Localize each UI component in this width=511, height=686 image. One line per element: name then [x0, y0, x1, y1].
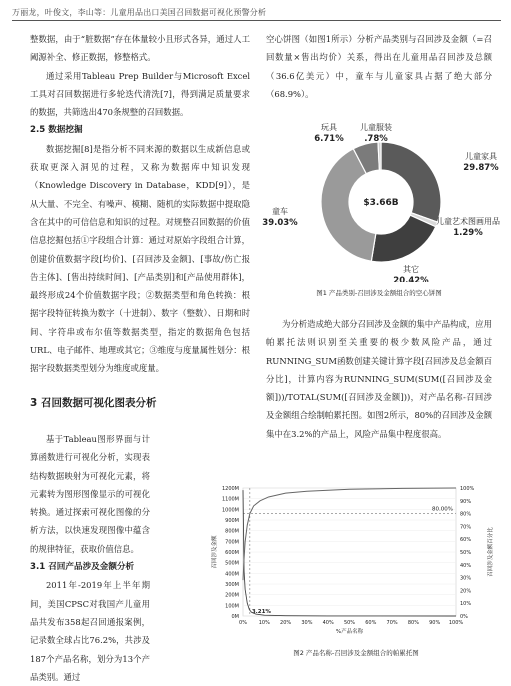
pie-value-3: 39.03% — [262, 218, 298, 228]
pie-value-1: 1.29% — [453, 228, 483, 238]
y-right-axis-label: 召回涉及金额百分比 — [488, 527, 494, 577]
y-right-tick-0: 0% — [460, 614, 468, 620]
x-tick-4: 40% — [322, 620, 334, 626]
pie-value-2: 20.42% — [393, 276, 429, 282]
y-right-tick-7: 70% — [460, 524, 472, 531]
pie-label-5: 儿童服装 — [360, 123, 392, 132]
y-left-tick-10: 1000M — [221, 507, 239, 514]
header-rule — [12, 20, 501, 21]
y-left-tick-6: 600M — [225, 550, 239, 556]
x-tick-6: 60% — [365, 620, 377, 626]
y-left-tick-4: 400M — [225, 571, 239, 578]
right-column-lower — [266, 315, 492, 443]
y-right-tick-8: 80% — [460, 511, 472, 518]
pie-center-label: $3.66B — [363, 198, 399, 208]
y-right-tick-3: 30% — [460, 575, 472, 582]
y-left-tick-9: 900M — [225, 518, 239, 524]
y-left-tick-2: 200M — [225, 592, 239, 599]
pie-label-1: 儿童艺术图画用品 — [436, 217, 500, 226]
figure-1-caption: 图1 产品类别-召回涉及金额组合的空心饼图 — [316, 289, 442, 297]
paragraph-section-3-intro: 基于Tableau图形界面与计算函数进行可视化分析，实现表结构数据映射为可视化元素，将元素转为图形图像显示的可视化转换。通过探索可视化图像的分析方法，以快速发现图像中蕴含的规律特征，获取价值信息。 — [30, 433, 150, 554]
y-right-tick-9: 90% — [460, 498, 472, 505]
y-left-tick-0: 0M — [231, 614, 239, 620]
donut-chart — [256, 112, 506, 282]
pie-label-4: 玩具 — [321, 123, 337, 132]
running-head: 万丽龙，叶俊文，李山等：儿童用品出口美国召回数据可视化预警分析 — [12, 8, 267, 17]
x-tick-3: 30% — [301, 620, 313, 626]
y-right-tick-10: 100% — [460, 486, 475, 492]
paragraph-pie-intro: 空心饼图（如图1所示）分析产品类别与召回涉及金额（=召回数量×售出均价）关系，得出在儿童用品召回涉及总额（36.6亿美元）中，童车与儿童家具占据了绝大部分（68.9%）。 — [266, 34, 492, 99]
figure-2-caption: 图2 产品名称-召回涉及金额组合的帕累托图 — [293, 649, 419, 657]
y-right-tick-1: 10% — [460, 601, 472, 608]
pie-value-0: 29.87% — [463, 163, 499, 173]
pie-slice-2 — [371, 215, 435, 262]
y-right-tick-5: 50% — [460, 550, 472, 556]
x-tick-7: 70% — [386, 620, 398, 626]
section-heading-2-5: 2.5 数据挖掘 — [30, 125, 83, 136]
pie-value-4: 6.71% — [314, 134, 344, 144]
pie-label-0: 儿童家具 — [465, 152, 497, 161]
y-left-tick-8: 800M — [225, 528, 239, 535]
paragraph-data-mining: 数据挖掘[8]是指分析不同来源的数据以生成新信息或获取更深入洞见的过程，又称为数据库中知识发现（Knowledge Discovery in Database，KDD[9]），是从大量、不完全、有噪声、模糊、随机的实际数据中提取隐含在其中的可信信息和知识的过程。对规整召回数据的价值信息挖掘包括①字段组合计算：通过对原始字段组合计算，创建价值数据字段[均价]、[召回涉及金额]、[事故/伤亡报告主体]、[售出持续时间]、[产品类别]和[产品使用群体]，最终形成24个价值数据字段；②数据类型和角色转换：根据字段特征转换为数字（十进制）、数字（整数）、日期和时间、字符串或布尔值等数据类型，指定的数据角色包括URL、电子邮件、地理或其它；③维度与度量属性划分：根据字段数据类型划分为维度或度量。 — [30, 143, 250, 374]
x-tick-1: 10% — [258, 620, 270, 626]
x-tick-10: 100% — [448, 620, 464, 626]
paragraph-pareto: 为分析造成绝大部分召回涉及金额的集中产品构成，应用帕累托法则识别至关重要的极少数风险产品，通过RUNNING_SUM函数创建关键计算字段[召回涉及总金额百分比]，计算内容为RUNNING_SUM(SUM([召回涉及金额]))/TOTAL(SUM([召回涉及金额]))，对产品名称-召回涉及金额组合绘制帕累托图。如图2所示，80%的召回涉及金额集中在3.2%的产品上，风险产品集中程度很高。 — [266, 319, 492, 439]
y-right-tick-6: 60% — [460, 537, 472, 544]
paragraph-prep: 通过采用Tableau Prep Builder与Microsoft Excel工具对召回数据进行多轮迭代清洗[7]，得到满足质量要求的数据，共筛选出470条规整的召回数据。 — [30, 70, 250, 118]
section-heading-3-1: 3.1 召回产品涉及金额分析 — [30, 562, 135, 573]
y-left-tick-11: 1100M — [221, 496, 239, 503]
y-left-tick-5: 500M — [225, 560, 239, 567]
pie-label-2: 其它 — [403, 265, 419, 274]
pie-slice-0 — [381, 142, 441, 222]
x-tick-8: 80% — [407, 620, 419, 626]
pie-label-3: 童车 — [272, 207, 288, 216]
right-column — [266, 30, 492, 103]
x-tick-5: 50% — [343, 620, 356, 626]
paragraph-section-3-1: 2011年-2019年上半年期间，美国CPSC对我国产儿童用品共发布358起召回通报案例，记录数全球占比76.2%，共涉及187个产品名称，划分为13个产品类别。通过 — [30, 580, 150, 682]
y-left-tick-7: 700M — [225, 539, 239, 546]
y-left-axis-label: 召回涉及金额 — [212, 535, 218, 569]
reference-label-x: 3.21% — [251, 609, 271, 615]
x-tick-9: 90% — [429, 620, 441, 626]
y-left-tick-3: 300M — [225, 582, 239, 588]
x-axis-label: %产品名称 — [335, 629, 364, 635]
y-right-tick-2: 20% — [460, 588, 472, 595]
y-right-tick-4: 40% — [460, 562, 472, 569]
x-tick-0: 0% — [239, 620, 247, 626]
x-tick-2: 20% — [280, 620, 292, 626]
reference-label-80: 80.00% — [432, 506, 453, 513]
paragraph-continued: 整数据，由于“脏数据”存在体量较小且形式各异，通过人工阈源补全、修正数据，修整格式。 — [30, 34, 250, 63]
section-heading-3: 3 召回数据可视化图表分析 — [30, 396, 157, 409]
pareto-chart — [196, 478, 501, 642]
y-left-tick-12: 1200M — [221, 486, 239, 492]
y-left-tick-1: 100M — [225, 603, 239, 610]
pie-value-5: .78% — [364, 134, 388, 144]
